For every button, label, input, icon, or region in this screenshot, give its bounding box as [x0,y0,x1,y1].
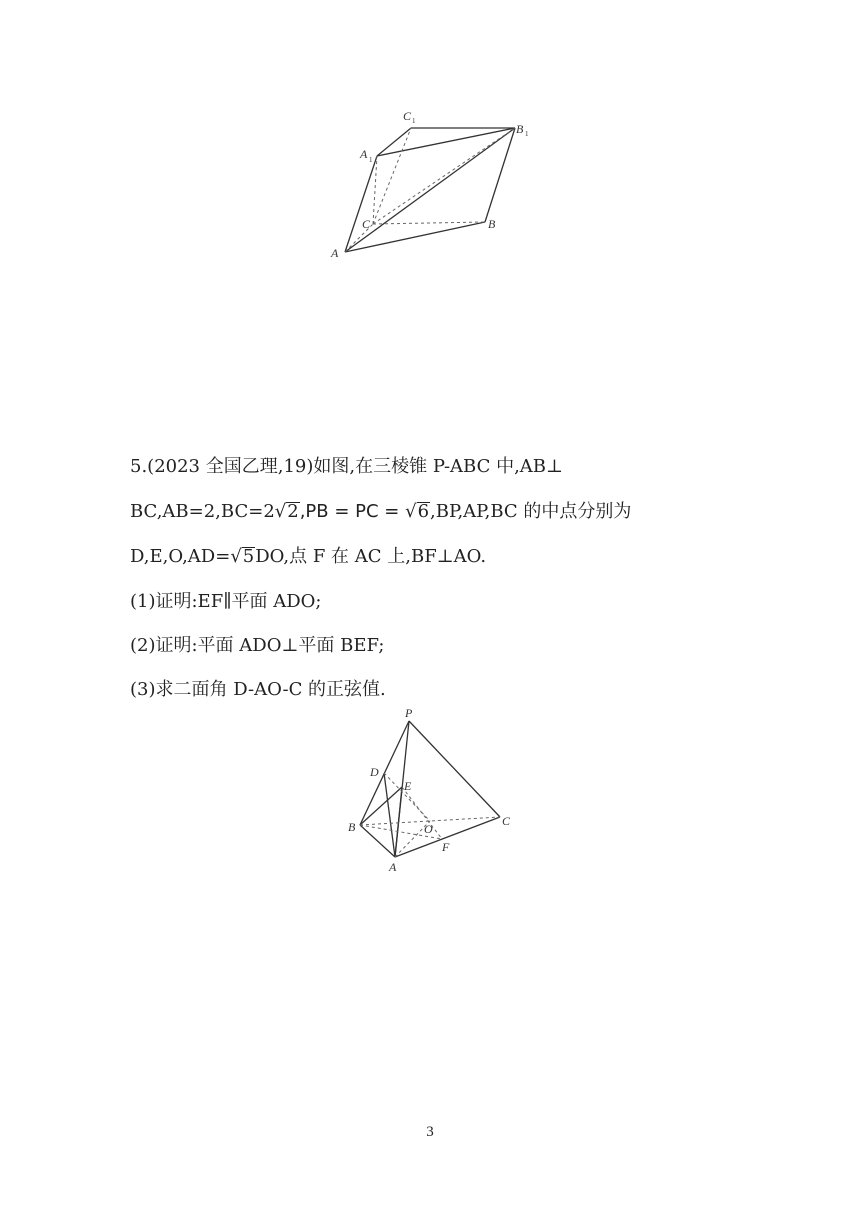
label-A: A [331,246,339,260]
label-C: C [362,217,371,231]
question-1: (1)证明:EF∥平面 ADO; [130,591,322,612]
problem-line-1 [130,455,563,479]
label-P: P [405,706,413,720]
problem-line-2 [130,500,631,524]
sqrt-expression: √2 [274,501,299,522]
label-B1: B [516,122,524,136]
page-number: 3 [426,1124,434,1140]
problem-statement-start: 5.(2023 全国乙理,19)如图,在三棱锥 P-ABC 中,AB⊥ [130,456,563,477]
pyramid-figure [345,705,525,875]
label-B: B [488,217,496,231]
sqrt-expression: √5 [230,546,255,567]
label-E: E [404,779,412,793]
prism-figure [325,100,535,265]
problem-text: BC,AB=2,BC=2 [130,501,275,522]
label-B: B [348,820,356,834]
problem-text: ,BP,AP,BC 的中点分别为 [430,501,632,522]
label-O: O [424,822,433,836]
sqrt-expression: √6 [405,501,430,522]
question-2: (2)证明:平面 ADO⊥平面 BEF; [130,635,385,656]
problem-text: DO,点 F 在 AC 上,BF⊥AO. [255,546,487,567]
label-C1-sub: 1 [412,117,416,125]
label-D: D [370,765,379,779]
label-A1-sub: 1 [369,156,373,164]
math-text: ,PB = PC = [299,501,406,522]
radicand: 2 [287,501,299,522]
label-A: A [389,860,397,874]
label-C: C [502,814,511,828]
question-3: (3)求二面角 D-AO-C 的正弦值. [130,679,386,700]
problem-line-3 [130,545,486,569]
label-B1-sub: 1 [525,130,529,138]
radicand: 5 [242,546,255,567]
radicand: 6 [417,501,430,522]
label-F: F [442,840,450,854]
label-C1: C [403,109,412,123]
problem-text: D,E,O,AD= [130,546,231,567]
label-A1: A [360,147,368,161]
